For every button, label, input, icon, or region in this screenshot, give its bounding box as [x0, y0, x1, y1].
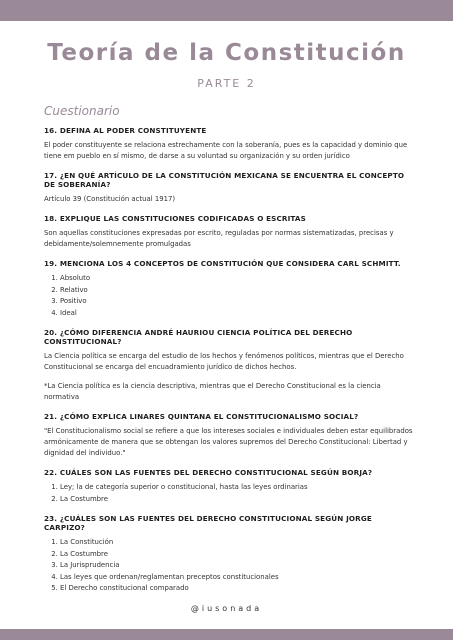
question-heading: 20. ¿CÓMO DIFERENCIA ANDRÉ HAURIOU CIENCIA POLÍTICA DEL DERECHO CONSTITUCIONAL?: [44, 328, 353, 346]
list-item: 1. Absoluto: [60, 273, 414, 285]
question-23: [44, 514, 414, 595]
list-item: 3. La Jurisprudencia: [60, 560, 414, 572]
list-item: 1. Ley; la de categoría superior o constitucional, hasta las leyes ordinarias: [60, 482, 414, 494]
question-17: [44, 171, 414, 205]
question-heading: 16. DEFINA AL PODER CONSTITUYENTE: [44, 126, 207, 135]
list-item: 2. La Costumbre: [60, 494, 414, 506]
list-item: 5. El Derecho constitucional comparado: [60, 583, 414, 595]
question-18: [44, 214, 414, 250]
answer-list: [44, 273, 414, 319]
answer-list: [44, 482, 414, 505]
list-item: 2. Relativo: [60, 285, 414, 297]
question-note: *La Ciencia política es la ciencia descriptiva, mientras que el Derecho Constitucional es la ciencia normativa: [44, 382, 381, 401]
question-heading: 17. ¿EN QUÉ ARTÍCULO DE LA CONSTITUCIÓN MEXICANA SE ENCUENTRA EL CONCEPTO DE SOBERANÍA?: [44, 171, 405, 189]
question-heading: 22. CUÁLES SON LAS FUENTES DEL DERECHO CONSTITUCIONAL SEGÚN BORJA?: [44, 468, 373, 477]
question-heading: 19. MENCIONA LOS 4 CONCEPTOS DE CONSTITUCIÓN QUE CONSIDERA CARL SCHMITT.: [44, 259, 401, 268]
question-16: [44, 126, 414, 162]
list-item: 4. Ideal: [60, 308, 414, 320]
list-item: 4. Las leyes que ordenan/reglamentan preceptos constitucionales: [60, 572, 414, 584]
question-answer: Son aquellas constituciones expresadas por escrito, reguladas por normas sistematizadas, precisas y debidamente/solemnemente promulgadas: [44, 229, 394, 248]
list-item: 3. Positivo: [60, 296, 414, 308]
question-answer: La Ciencia política se encarga del estudio de los hechos y fenómenos políticos, mientras que el Derecho Constitucional se encarga del encuadramiento jurídico de dichos hechos.: [44, 352, 404, 371]
question-heading: 23. ¿CUÁLES SON LAS FUENTES DEL DERECHO CONSTITUCIONAL SEGÚN JORGE CARPIZO?: [44, 514, 372, 532]
question-answer: Artículo 39 (Constitución actual 1917): [44, 195, 176, 203]
question-answer: "El Constitucionalismo social se refiere a que los intereses sociales e individuales deben estar equilibrados armónicamente de manera que se obtengan los valores supremos del Derecho Constitucional: Libertad y dignidad del individuo.": [44, 427, 413, 457]
question-heading: 21. ¿CÓMO EXPLICA LINARES QUINTANA EL CONSTITUCIONALISMO SOCIAL?: [44, 412, 359, 421]
section-heading: Cuestionario: [44, 104, 120, 118]
question-21: [44, 412, 414, 459]
page-title: Teoría de la Constitución: [47, 40, 406, 66]
question-22: [44, 468, 414, 505]
bottom-band: [0, 629, 453, 640]
questionnaire: [44, 126, 414, 604]
list-item: 1. La Constitución: [60, 537, 414, 549]
question-19: [44, 259, 414, 319]
list-item: 2. La Costumbre: [60, 549, 414, 561]
question-answer: El poder constituyente se relaciona estrechamente con la soberanía, pues es la capacidad y dominio que tiene em pueblo en sí mismo, de darse a su voluntad su organización y su orden jurídico: [44, 141, 408, 160]
footer-handle: @iusonada: [190, 604, 263, 613]
question-20: [44, 328, 414, 403]
page-subtitle: PARTE 2: [197, 77, 256, 90]
question-heading: 18. EXPLIQUE LAS CONSTITUCIONES CODIFICADAS O ESCRITAS: [44, 214, 306, 223]
top-band: [0, 0, 453, 21]
answer-list: [44, 537, 414, 595]
